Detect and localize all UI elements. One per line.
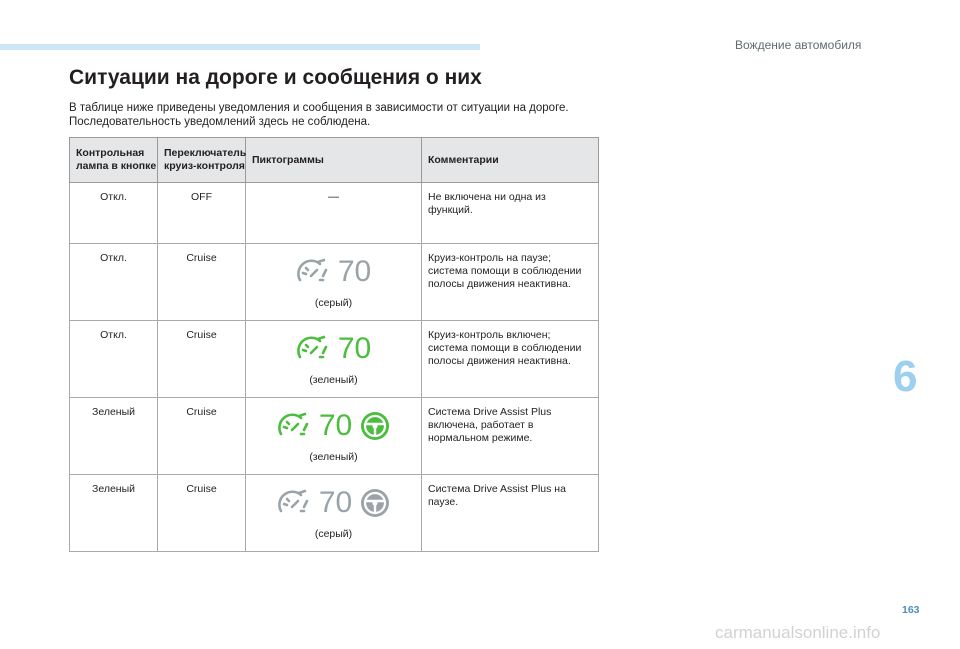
- speed-value: 70: [318, 486, 353, 519]
- header-accent-bar: [0, 44, 480, 50]
- watermark: carmanualsonline.info: [715, 623, 881, 642]
- cruise-speedometer-icon: [277, 489, 311, 517]
- page-number: 163: [902, 604, 920, 616]
- intro-line-2: Последовательность уведомлений здесь не соблюдена.: [69, 116, 371, 128]
- comment-cell: Система Drive Assist Plus на паузе.: [422, 475, 599, 552]
- situations-table: [69, 137, 599, 552]
- chapter-number: 6: [893, 352, 918, 401]
- intro-text: [69, 101, 569, 129]
- pictogram-caption: (зеленый): [309, 374, 358, 386]
- table-row: [70, 475, 599, 552]
- pictogram-cell: [246, 321, 422, 398]
- switch-cell: Cruise: [158, 321, 246, 398]
- lamp-cell: Зеленый: [70, 398, 158, 475]
- switch-cell: Cruise: [158, 475, 246, 552]
- pictogram-caption: (серый): [314, 528, 353, 540]
- header-pictograms: Пиктограммы: [246, 138, 422, 183]
- lamp-cell: Откл.: [70, 244, 158, 321]
- lamp-cell: Откл.: [70, 321, 158, 398]
- no-pictogram-dash: —: [328, 191, 339, 203]
- lamp-cell: Зеленый: [70, 475, 158, 552]
- intro-line-1: В таблице ниже приведены уведомления и сообщения в зависимости от ситуации на дороге.: [69, 102, 569, 114]
- header-lamp: Контрольная лампа в кнопке: [70, 138, 158, 183]
- lamp-cell: Откл.: [70, 183, 158, 244]
- table-row: [70, 398, 599, 475]
- comment-cell: Не включена ни одна из функций.: [422, 183, 599, 244]
- table-row: [70, 183, 599, 244]
- steering-wheel-icon: [360, 488, 390, 518]
- pictogram-cell: [246, 244, 422, 321]
- comment-cell: Круиз-контроль на паузе; система помощи в соблюдении полосы движения неактивна.: [422, 244, 599, 321]
- comment-cell: Круиз-контроль включен; система помощи в соблюдении полосы движения неактивна.: [422, 321, 599, 398]
- pictogram-cell: [246, 183, 422, 244]
- pictogram-cell: [246, 398, 422, 475]
- section-title: Вождение автомобиля: [735, 38, 862, 52]
- header-switch: Переключатель круиз-контроля: [158, 138, 246, 183]
- pictogram-caption: (серый): [314, 297, 353, 309]
- speed-value: 70: [337, 255, 372, 288]
- header-comments: Комментарии: [422, 138, 599, 183]
- cruise-speedometer-icon: [296, 335, 330, 363]
- pictogram-cell: [246, 475, 422, 552]
- cruise-speedometer-icon: [277, 412, 311, 440]
- speed-value: 70: [318, 409, 353, 442]
- switch-cell: Cruise: [158, 398, 246, 475]
- steering-wheel-icon: [360, 411, 390, 441]
- table-header-row: [70, 138, 599, 183]
- table-row: [70, 321, 599, 398]
- switch-cell: OFF: [158, 183, 246, 244]
- table-row: [70, 244, 599, 321]
- cruise-speedometer-icon: [296, 258, 330, 286]
- comment-cell: Система Drive Assist Plus включена, работает в нормальном режиме.: [422, 398, 599, 475]
- switch-cell: Cruise: [158, 244, 246, 321]
- speed-value: 70: [337, 332, 372, 365]
- page-title: Ситуации на дороге и сообщения о них: [69, 66, 482, 89]
- pictogram-caption: (зеленый): [309, 451, 358, 463]
